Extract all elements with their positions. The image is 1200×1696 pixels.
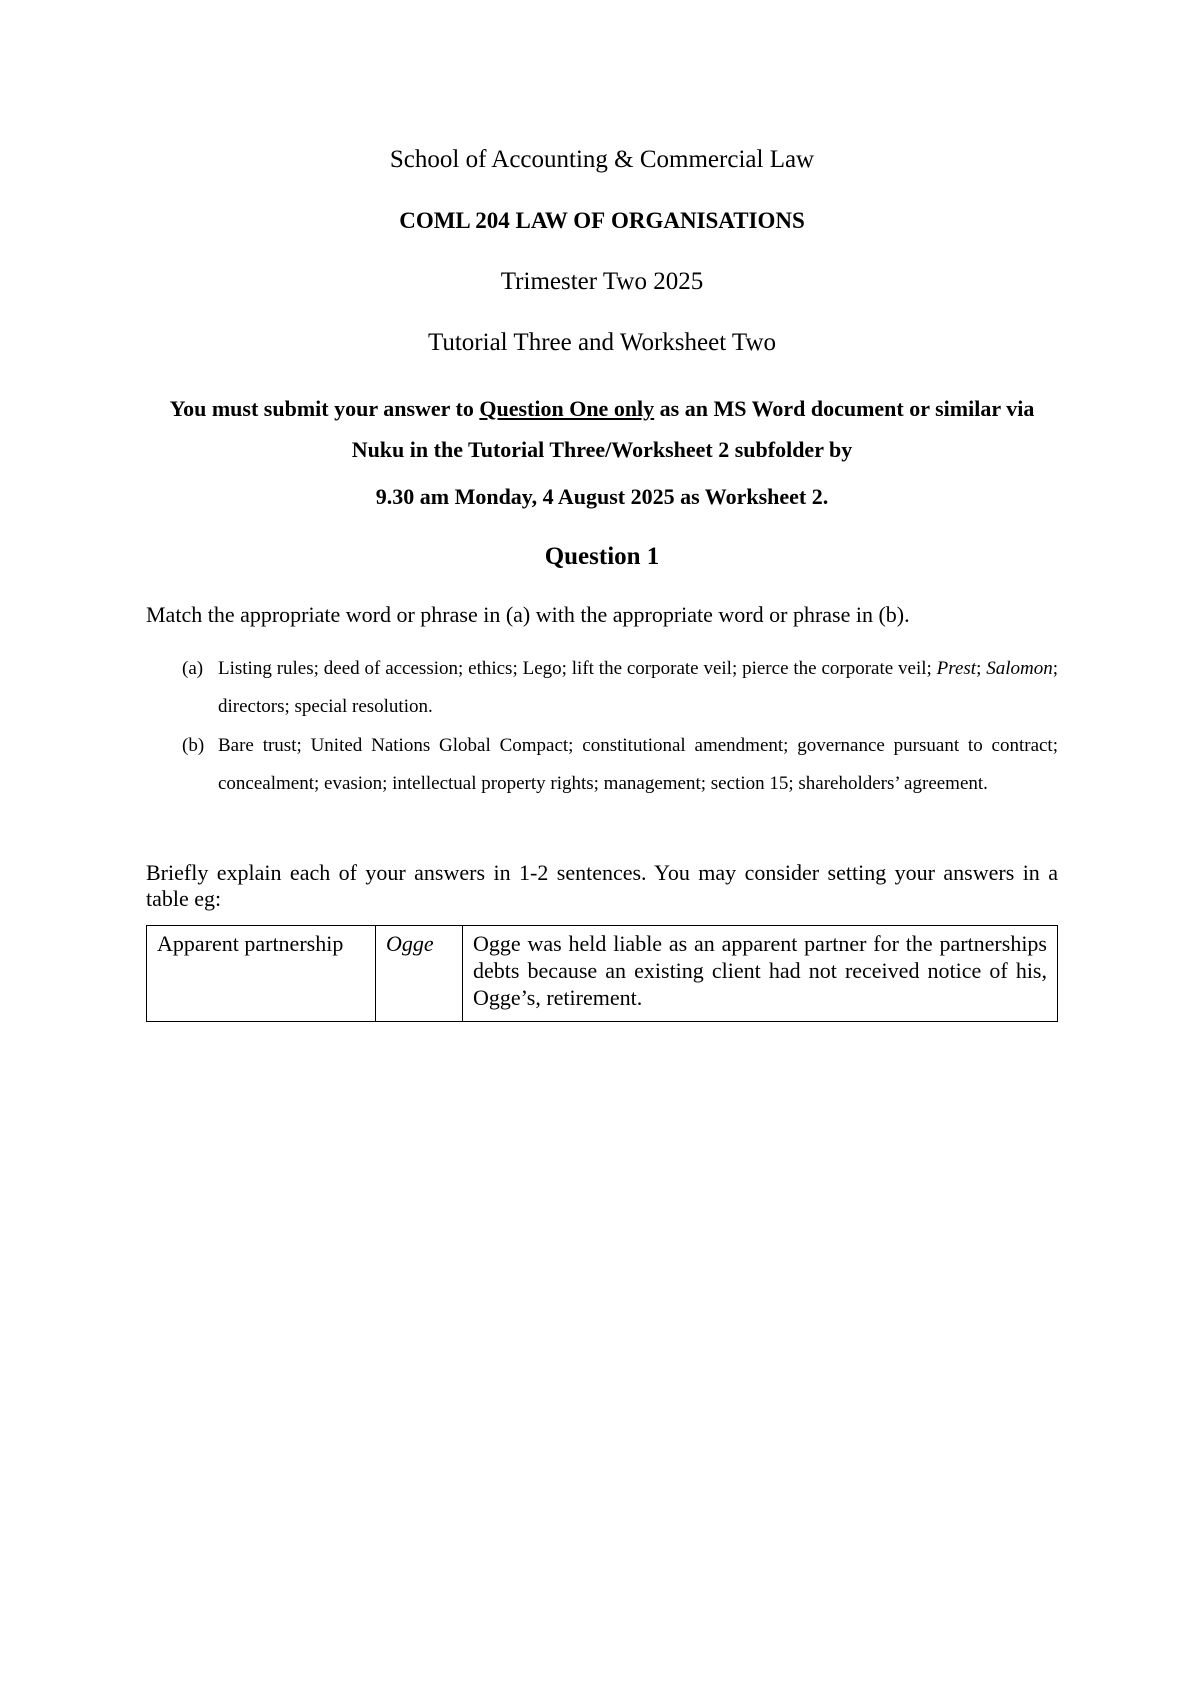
item-b-label: (b) [182, 735, 205, 756]
example-table [146, 925, 1058, 1022]
list-item-a [146, 650, 1058, 726]
item-b-text: Bare trust; United Nations Global Compact; constitutional amendment; governance pursuant to contract; concealment; evasion; intellectual property rights; management; section 15; shareholders’ agreement. [218, 735, 1058, 794]
item-a-text: Listing rules; deed of accession; ethics; Lego; lift the corporate veil; pierce the corporate veil; Prest; Salomon; directors; special resolution. [218, 658, 1059, 717]
trimester: Trimester Two 2025 [500, 268, 704, 295]
list-item-b [146, 727, 1058, 803]
explain-instructions: Briefly explain each of your answers in 1-2 sentences. You may consider setting your answers in a table eg: [146, 860, 1058, 911]
table-row [147, 926, 1058, 1022]
course-title: COML 204 LAW OF ORGANISATIONS [399, 208, 805, 233]
table-cell-case: Ogge [376, 926, 463, 1022]
course-code: COML 204 [399, 208, 510, 233]
table-cell-explanation: Ogge was held liable as an apparent partner for the partnerships debts because an existing client had not received notice of his, Ogge’s, retirement. [463, 926, 1058, 1022]
item-a-label: (a) [182, 658, 204, 679]
question-intro: Match the appropriate word or phrase in (a) with the appropriate word or phrase in (b). [146, 602, 910, 627]
question-one-only: Question One only [479, 396, 655, 421]
submission-instructions: You must submit your answer to Question One only as an MS Word document or similar via Nuku in the Tutorial Three/Worksheet 2 subfolder by [169, 396, 1035, 462]
school-name: School of Accounting & Commercial Law [389, 146, 815, 173]
question-heading: Question 1 [544, 543, 660, 570]
tutorial-title: Tutorial Three and Worksheet Two [427, 329, 777, 356]
submission-deadline: 9.30 am Monday, 4 August 2025 as Worksheet 2. [375, 484, 829, 509]
table-cell-term: Apparent partnership [147, 926, 376, 1022]
